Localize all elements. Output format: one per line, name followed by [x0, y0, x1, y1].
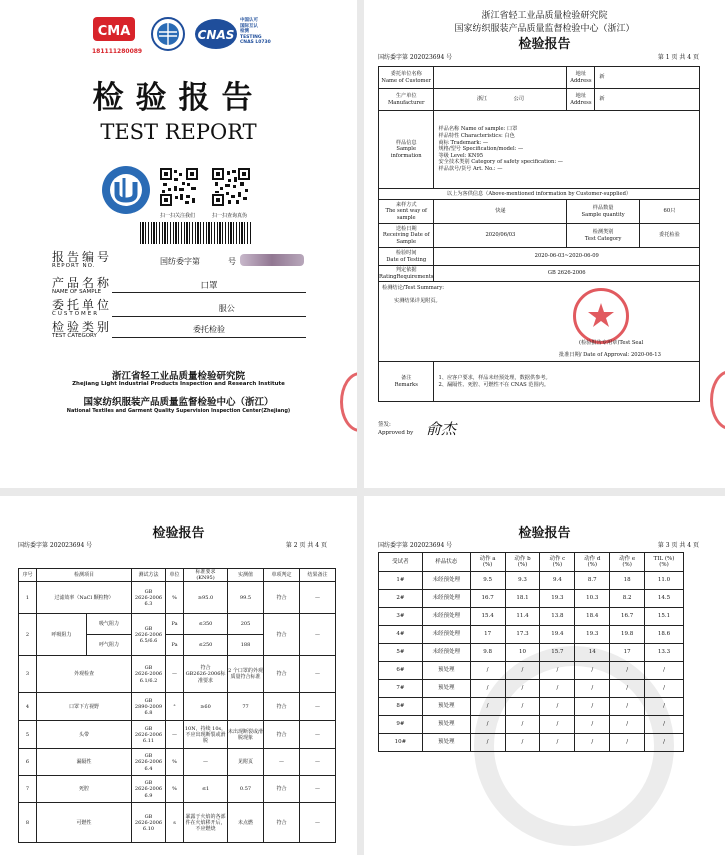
qr-code-icon: [212, 168, 250, 206]
table-row: [19, 776, 336, 803]
col-header: 测试方法: [132, 569, 166, 582]
approval-date: 批准日期/ Date of Approval: 2020-06-13: [559, 352, 661, 358]
seal-caption: (检验报告专用章)Test Seal: [579, 340, 644, 346]
cell: —: [300, 656, 336, 693]
subject-cell: 1#: [379, 572, 423, 590]
table-row: [379, 572, 684, 590]
delivery-label: 来样方式 The sent way of sample: [379, 200, 434, 224]
cell: ≤350: [184, 614, 228, 635]
customer-value: [434, 67, 567, 89]
cell: °: [166, 693, 184, 721]
cell: /: [540, 734, 575, 752]
cnas-text: 检测: [240, 29, 249, 35]
cell: GB 2626-2006 6.5/6.6: [132, 614, 166, 656]
report-number: 国纺委字第 202023694 号: [378, 54, 453, 61]
table-row: [19, 803, 336, 843]
star-icon: [576, 291, 626, 341]
field-label: 产品名称: [52, 276, 113, 290]
col-header: 实测值: [228, 569, 264, 582]
cell: 8.2: [610, 590, 645, 608]
cell: 13.3: [645, 644, 684, 662]
manufacturer-address-value: 新: [595, 89, 700, 111]
cell: —: [300, 721, 336, 749]
cell: 4: [19, 693, 37, 721]
cell: /: [470, 716, 505, 734]
center-name: 国家纺织服装产品质量监督检验中心（浙江）: [83, 397, 274, 408]
seal-edge: [710, 370, 725, 430]
cell: 符合: [264, 582, 300, 614]
table-row: [19, 656, 336, 693]
col-header: 结果备注: [300, 569, 336, 582]
col-header: 标准要求 (KN95): [184, 569, 228, 582]
cell: 17: [470, 626, 505, 644]
table-row: [379, 626, 684, 644]
table-row: [379, 680, 684, 698]
cell: 8.7: [575, 572, 610, 590]
cell: 15.4: [470, 608, 505, 626]
qr-caption: 扫一扫关注我们: [160, 213, 196, 219]
qr-code-icon: [160, 168, 198, 206]
cell: 符合 GB2626-2006标准要求: [184, 656, 228, 693]
table-row: [379, 662, 684, 680]
col-header: 动作 d (%): [575, 553, 610, 572]
cell: 188: [228, 635, 264, 656]
remark-line: 1、应客户要求，样品未经预处理，数据供参考。: [438, 374, 551, 381]
center-name-en: National Textiles and Garment Quality Supervision Inspection Center(Zhejiang): [66, 408, 291, 414]
cell: —: [184, 749, 228, 776]
cell: 吸气阻力: [87, 614, 132, 635]
report-cover-page: [0, 0, 357, 488]
sample-line: 样品名称 Name of sample: 口罩: [438, 126, 518, 133]
cell: /: [540, 680, 575, 698]
category-value: 委托检验: [112, 324, 306, 338]
cell: /: [470, 662, 505, 680]
cell: 2 个口罩的外观质量符合标准: [228, 656, 264, 693]
cell: /: [505, 662, 540, 680]
cell: Pa: [166, 635, 184, 656]
cell: 未出现断裂或滑脱现象: [228, 721, 264, 749]
cnas-logo: [194, 16, 274, 52]
cell: —: [264, 749, 300, 776]
cell: 预处理: [422, 680, 470, 698]
cell: /: [505, 734, 540, 752]
delivery-value: 快递: [434, 200, 567, 224]
table-row: [379, 716, 684, 734]
cell: /: [645, 734, 684, 752]
cell: —: [300, 803, 336, 843]
sample-info: [434, 111, 700, 189]
remark-line: 2、漏隔性、死腔、可燃性不在 CNAS 范围内。: [438, 381, 550, 388]
col-header: 单项判定: [264, 569, 300, 582]
cell: /: [610, 716, 645, 734]
cell: 头带: [37, 721, 132, 749]
cell: 16.7: [470, 590, 505, 608]
cell: —: [166, 721, 184, 749]
cell: GB 2626-2006 6.3: [132, 582, 166, 614]
cnas-icon: [194, 16, 238, 52]
cell: 符合: [264, 803, 300, 843]
customer-note: 以上为客供信息（Above-mentioned information by Customer-supplied）: [379, 189, 700, 200]
cell: 未经预处理: [422, 626, 470, 644]
col-header: 序号: [19, 569, 37, 582]
page-title: 检验报告: [92, 80, 265, 116]
cell: GB 2626-2006 6.9: [132, 776, 166, 803]
sample-line: 样品特性 Characteristics: 白色: [438, 133, 515, 140]
quantity-label: 样品数量 Sample quantity: [567, 200, 640, 224]
qr-verify[interactable]: [212, 168, 252, 219]
cell: 9.4: [540, 572, 575, 590]
table-row: [19, 614, 336, 635]
subject-cell: 7#: [379, 680, 423, 698]
table-row: [19, 693, 336, 721]
cell: 19.3: [575, 626, 610, 644]
cell: 15.7: [540, 644, 575, 662]
cell: 未经预处理: [422, 572, 470, 590]
cell: /: [470, 734, 505, 752]
table-row: [19, 721, 336, 749]
leakage-results-page: [364, 496, 725, 855]
cnas-text: CNAS L0730: [240, 40, 271, 46]
cell: 符合: [264, 776, 300, 803]
cell: 205: [228, 614, 264, 635]
cell: 见附页: [228, 749, 264, 776]
table-row: [379, 644, 684, 662]
address-label: 地址 Address: [567, 67, 595, 89]
cell: /: [540, 698, 575, 716]
col-header: 样品状态: [422, 553, 470, 572]
org-name: 浙江省轻工业品质量检验研究院: [481, 11, 608, 21]
field-label-en: TEST CATEGORY: [52, 333, 97, 339]
col-header: 动作 c (%): [540, 553, 575, 572]
cell: 7: [19, 776, 37, 803]
manufacturer-value: 浙江 公司: [434, 89, 567, 111]
col-header: 单位: [166, 569, 184, 582]
summary-table: [378, 66, 700, 402]
page-title-en: TEST REPORT: [100, 120, 257, 144]
cell: 未经预处理: [422, 590, 470, 608]
cell: /: [575, 662, 610, 680]
field-label: 报告编号: [52, 250, 113, 264]
cell: 8: [19, 803, 37, 843]
category-label: 检测类别 Test Category: [567, 224, 640, 248]
cell: /: [575, 734, 610, 752]
cell: 17: [610, 644, 645, 662]
cell: 10: [505, 644, 540, 662]
barcode: [140, 222, 252, 244]
table-row: [19, 749, 336, 776]
cell: 符合: [264, 721, 300, 749]
page-number: 第 2 页 共 4 页: [285, 542, 327, 549]
cell: GB 2890-2009 6.8: [132, 693, 166, 721]
cell: GB 2626-2006 6.10: [132, 803, 166, 843]
cell: 10N，持续 10s，不应出现断裂或滑脱: [184, 721, 228, 749]
cell: 9.8: [470, 644, 505, 662]
subject-cell: 2#: [379, 590, 423, 608]
rating-value: GB 2626-2006: [434, 266, 700, 282]
cell: 18.4: [575, 608, 610, 626]
cell: 77: [228, 693, 264, 721]
cell: GB 2626-2006 6.11: [132, 721, 166, 749]
cover-field-report-no: [52, 248, 306, 272]
cell: %: [166, 749, 184, 776]
cell: 15.1: [645, 608, 684, 626]
sample-line: 商标 Trademark: —: [438, 139, 489, 146]
cell: 预处理: [422, 698, 470, 716]
cell: 18: [610, 572, 645, 590]
cell: 99.5: [228, 582, 264, 614]
cell: s: [166, 803, 184, 843]
page-title: 检验报告: [518, 526, 571, 541]
cell: 9.3: [505, 572, 540, 590]
org-name: 国家纺织服装产品质量监督检验中心（浙江）: [454, 24, 635, 34]
svg-text:CNAS: CNAS: [197, 28, 235, 42]
testing-date-label: 检验时间 Date of Testing: [379, 248, 434, 266]
cell: 13.8: [540, 608, 575, 626]
quantity-value: 60只: [639, 200, 699, 224]
conclusion-label: 检测结论/Test Summary:: [382, 285, 445, 291]
subject-cell: 10#: [379, 734, 423, 752]
cell: GB 2626-2006 6.1/6.2: [132, 656, 166, 693]
cell: 14: [575, 644, 610, 662]
cell: —: [300, 614, 336, 656]
cell: 6: [19, 749, 37, 776]
col-header: 动作 e (%): [610, 553, 645, 572]
table-row: [19, 582, 336, 614]
institute-emblem-icon: [100, 164, 152, 216]
cell: 外观检查: [37, 656, 132, 693]
cell: 口罩下方视野: [37, 693, 132, 721]
table-row: [379, 590, 684, 608]
remarks-label: 备注 Remarks: [379, 362, 434, 402]
product-name-value: 口罩: [112, 279, 306, 293]
cell: /: [610, 680, 645, 698]
test-results-page: [0, 496, 357, 855]
address-value: 新: [595, 67, 700, 89]
results-table: [18, 568, 336, 843]
cell: 暴露于火焰的各部件在火焰移开后，不应燃烧: [184, 803, 228, 843]
sample-line: 安全技术类别 Category of safety specification: —: [438, 159, 563, 166]
cell: 11.0: [645, 572, 684, 590]
cell: 未经预处理: [422, 644, 470, 662]
cell: 5: [19, 721, 37, 749]
test-seal: [573, 288, 629, 344]
cell: /: [645, 716, 684, 734]
qr-follow[interactable]: [160, 168, 200, 219]
report-no-value: 国纺委字第 号: [160, 257, 236, 266]
col-header: 动作 a (%): [470, 553, 505, 572]
cell: 呼气阻力: [87, 635, 132, 656]
cell: /: [575, 698, 610, 716]
cnas-text: 中国认可: [240, 18, 258, 23]
report-number: 国纺委字第 202023694 号: [18, 542, 93, 549]
report-summary-page: [364, 0, 725, 488]
cell: —: [166, 656, 184, 693]
page-title: 检验报告: [518, 37, 571, 52]
cover-field-customer: [52, 296, 306, 320]
institute-name: 浙江省轻工业品质量检验研究院: [111, 371, 245, 382]
cell: /: [470, 680, 505, 698]
redacted-mark: [240, 254, 304, 266]
cell: ≤1: [184, 776, 228, 803]
cell: 过滤效率（NaCl 颗粒物）: [37, 582, 132, 614]
cell: /: [505, 698, 540, 716]
cell: /: [610, 734, 645, 752]
subject-cell: 5#: [379, 644, 423, 662]
cell: /: [470, 698, 505, 716]
institute-logo: [100, 164, 152, 220]
category-value: 委托检验: [639, 224, 699, 248]
qr-caption: 扫一扫查询真伪: [212, 213, 248, 219]
cover-field-category: [52, 318, 306, 342]
cell: /: [575, 680, 610, 698]
approved-label: 签发: Approved by: [378, 422, 414, 436]
cell: /: [645, 698, 684, 716]
address-label: 地址 Address: [567, 89, 595, 111]
cell: 18.6: [645, 626, 684, 644]
customer-value: 服公: [112, 303, 306, 317]
cma-number: 181111280089: [92, 48, 143, 55]
cell: 14.5: [645, 590, 684, 608]
cell: 未点燃: [228, 803, 264, 843]
table-row: [379, 734, 684, 752]
cover-field-product: [52, 274, 306, 298]
cell: %: [166, 582, 184, 614]
cell: 3: [19, 656, 37, 693]
cell: 预处理: [422, 662, 470, 680]
cell: 19.8: [610, 626, 645, 644]
report-number: 国纺委字第 202023694 号: [378, 542, 453, 549]
cell: 漏隔性: [37, 749, 132, 776]
sample-line: 规格/型号 Specification/model: —: [438, 146, 524, 153]
cell: %: [166, 776, 184, 803]
subject-cell: 4#: [379, 626, 423, 644]
sample-info-label: 样品信息 Sample information: [379, 111, 434, 189]
cell: —: [300, 749, 336, 776]
cnas-text: TESTING: [240, 34, 262, 40]
cell: —: [300, 582, 336, 614]
globe-icon: [150, 16, 186, 52]
cnas-text: 国际互认: [240, 23, 258, 29]
cell: 0.57: [228, 776, 264, 803]
cell: /: [505, 716, 540, 734]
cell: /: [645, 680, 684, 698]
cell: /: [540, 716, 575, 734]
subject-cell: 9#: [379, 716, 423, 734]
leakage-table: [378, 552, 684, 752]
cell: /: [575, 716, 610, 734]
rating-label: 判定依据 RatingRequirements: [379, 266, 434, 280]
receiving-label: 送检日期 Receiving Date of Sample: [379, 224, 434, 248]
subject-cell: 8#: [379, 698, 423, 716]
cell: 1: [19, 582, 37, 614]
cell: ≤250: [184, 635, 228, 656]
cell: 9.5: [470, 572, 505, 590]
table-row: [379, 698, 684, 716]
col-header: 受试者: [379, 553, 423, 572]
cell: 10.3: [575, 590, 610, 608]
field-label-en: NAME OF SAMPLE: [52, 289, 102, 295]
institute-name-en: Zhejiang Light Industrial Products Inspection and Research Institute: [72, 381, 285, 387]
cell: 呼吸阻力: [37, 614, 87, 656]
conclusion-text: 实测结果详见附页。: [394, 297, 441, 304]
cell: ≥95.0: [184, 582, 228, 614]
remarks: [434, 362, 700, 402]
cell: 符合: [264, 693, 300, 721]
customer-label: 委托单位名称 Name of Customer: [379, 67, 434, 89]
page-number: 第 1 页 共 4 页: [657, 54, 699, 61]
subject-cell: 3#: [379, 608, 423, 626]
signature: 俞杰: [426, 420, 457, 438]
cell: 19.3: [540, 590, 575, 608]
col-header: 检测项目: [37, 569, 132, 582]
conclusion-cell: [379, 282, 700, 362]
field-label-en: CUSTOMER: [52, 311, 100, 317]
subject-cell: 6#: [379, 662, 423, 680]
cell: 16.7: [610, 608, 645, 626]
cell: 17.3: [505, 626, 540, 644]
cell: 18.1: [505, 590, 540, 608]
cell: 2: [19, 614, 37, 656]
field-label-en: REPORT NO.: [52, 263, 96, 269]
cell: /: [505, 680, 540, 698]
col-header: 动作 b (%): [505, 553, 540, 572]
cell: 19.4: [540, 626, 575, 644]
cell: 死腔: [37, 776, 132, 803]
cell: 11.4: [505, 608, 540, 626]
page-title: 检验报告: [152, 526, 205, 541]
cell: 符合: [264, 656, 300, 693]
cell: 预处理: [422, 716, 470, 734]
cell: Pa: [166, 614, 184, 635]
cell: 可燃性: [37, 803, 132, 843]
cell: /: [540, 662, 575, 680]
cell: —: [300, 776, 336, 803]
field-label: 委托单位: [52, 298, 113, 312]
cell: GB 2626-2006 6.4: [132, 749, 166, 776]
cell: /: [645, 662, 684, 680]
sample-line: 等级 Level: KN95: [438, 152, 484, 159]
cell: /: [610, 662, 645, 680]
table-row: [379, 608, 684, 626]
sample-line: 样品款号/货号 Art. No.: —: [438, 165, 503, 172]
testing-date-value: 2020-06-03~2020-06-09: [434, 248, 700, 266]
field-label: 检验类别: [52, 320, 113, 334]
ilac-logo: [150, 16, 186, 56]
manufacturer-label: 生产单位 Manufacturer: [379, 89, 434, 111]
cell: 预处理: [422, 734, 470, 752]
cell: —: [300, 693, 336, 721]
cell: ≥60: [184, 693, 228, 721]
page-number: 第 3 页 共 4 页: [657, 542, 699, 549]
cma-logo: [92, 14, 143, 55]
cell: 符合: [264, 614, 300, 656]
svg-text:CMA: CMA: [97, 24, 131, 39]
cell: 未经预处理: [422, 608, 470, 626]
cell: /: [610, 698, 645, 716]
receiving-value: 2020/06/03: [434, 224, 567, 248]
cma-logo-icon: [92, 14, 136, 44]
col-header: TIL (%) (%): [645, 553, 684, 572]
